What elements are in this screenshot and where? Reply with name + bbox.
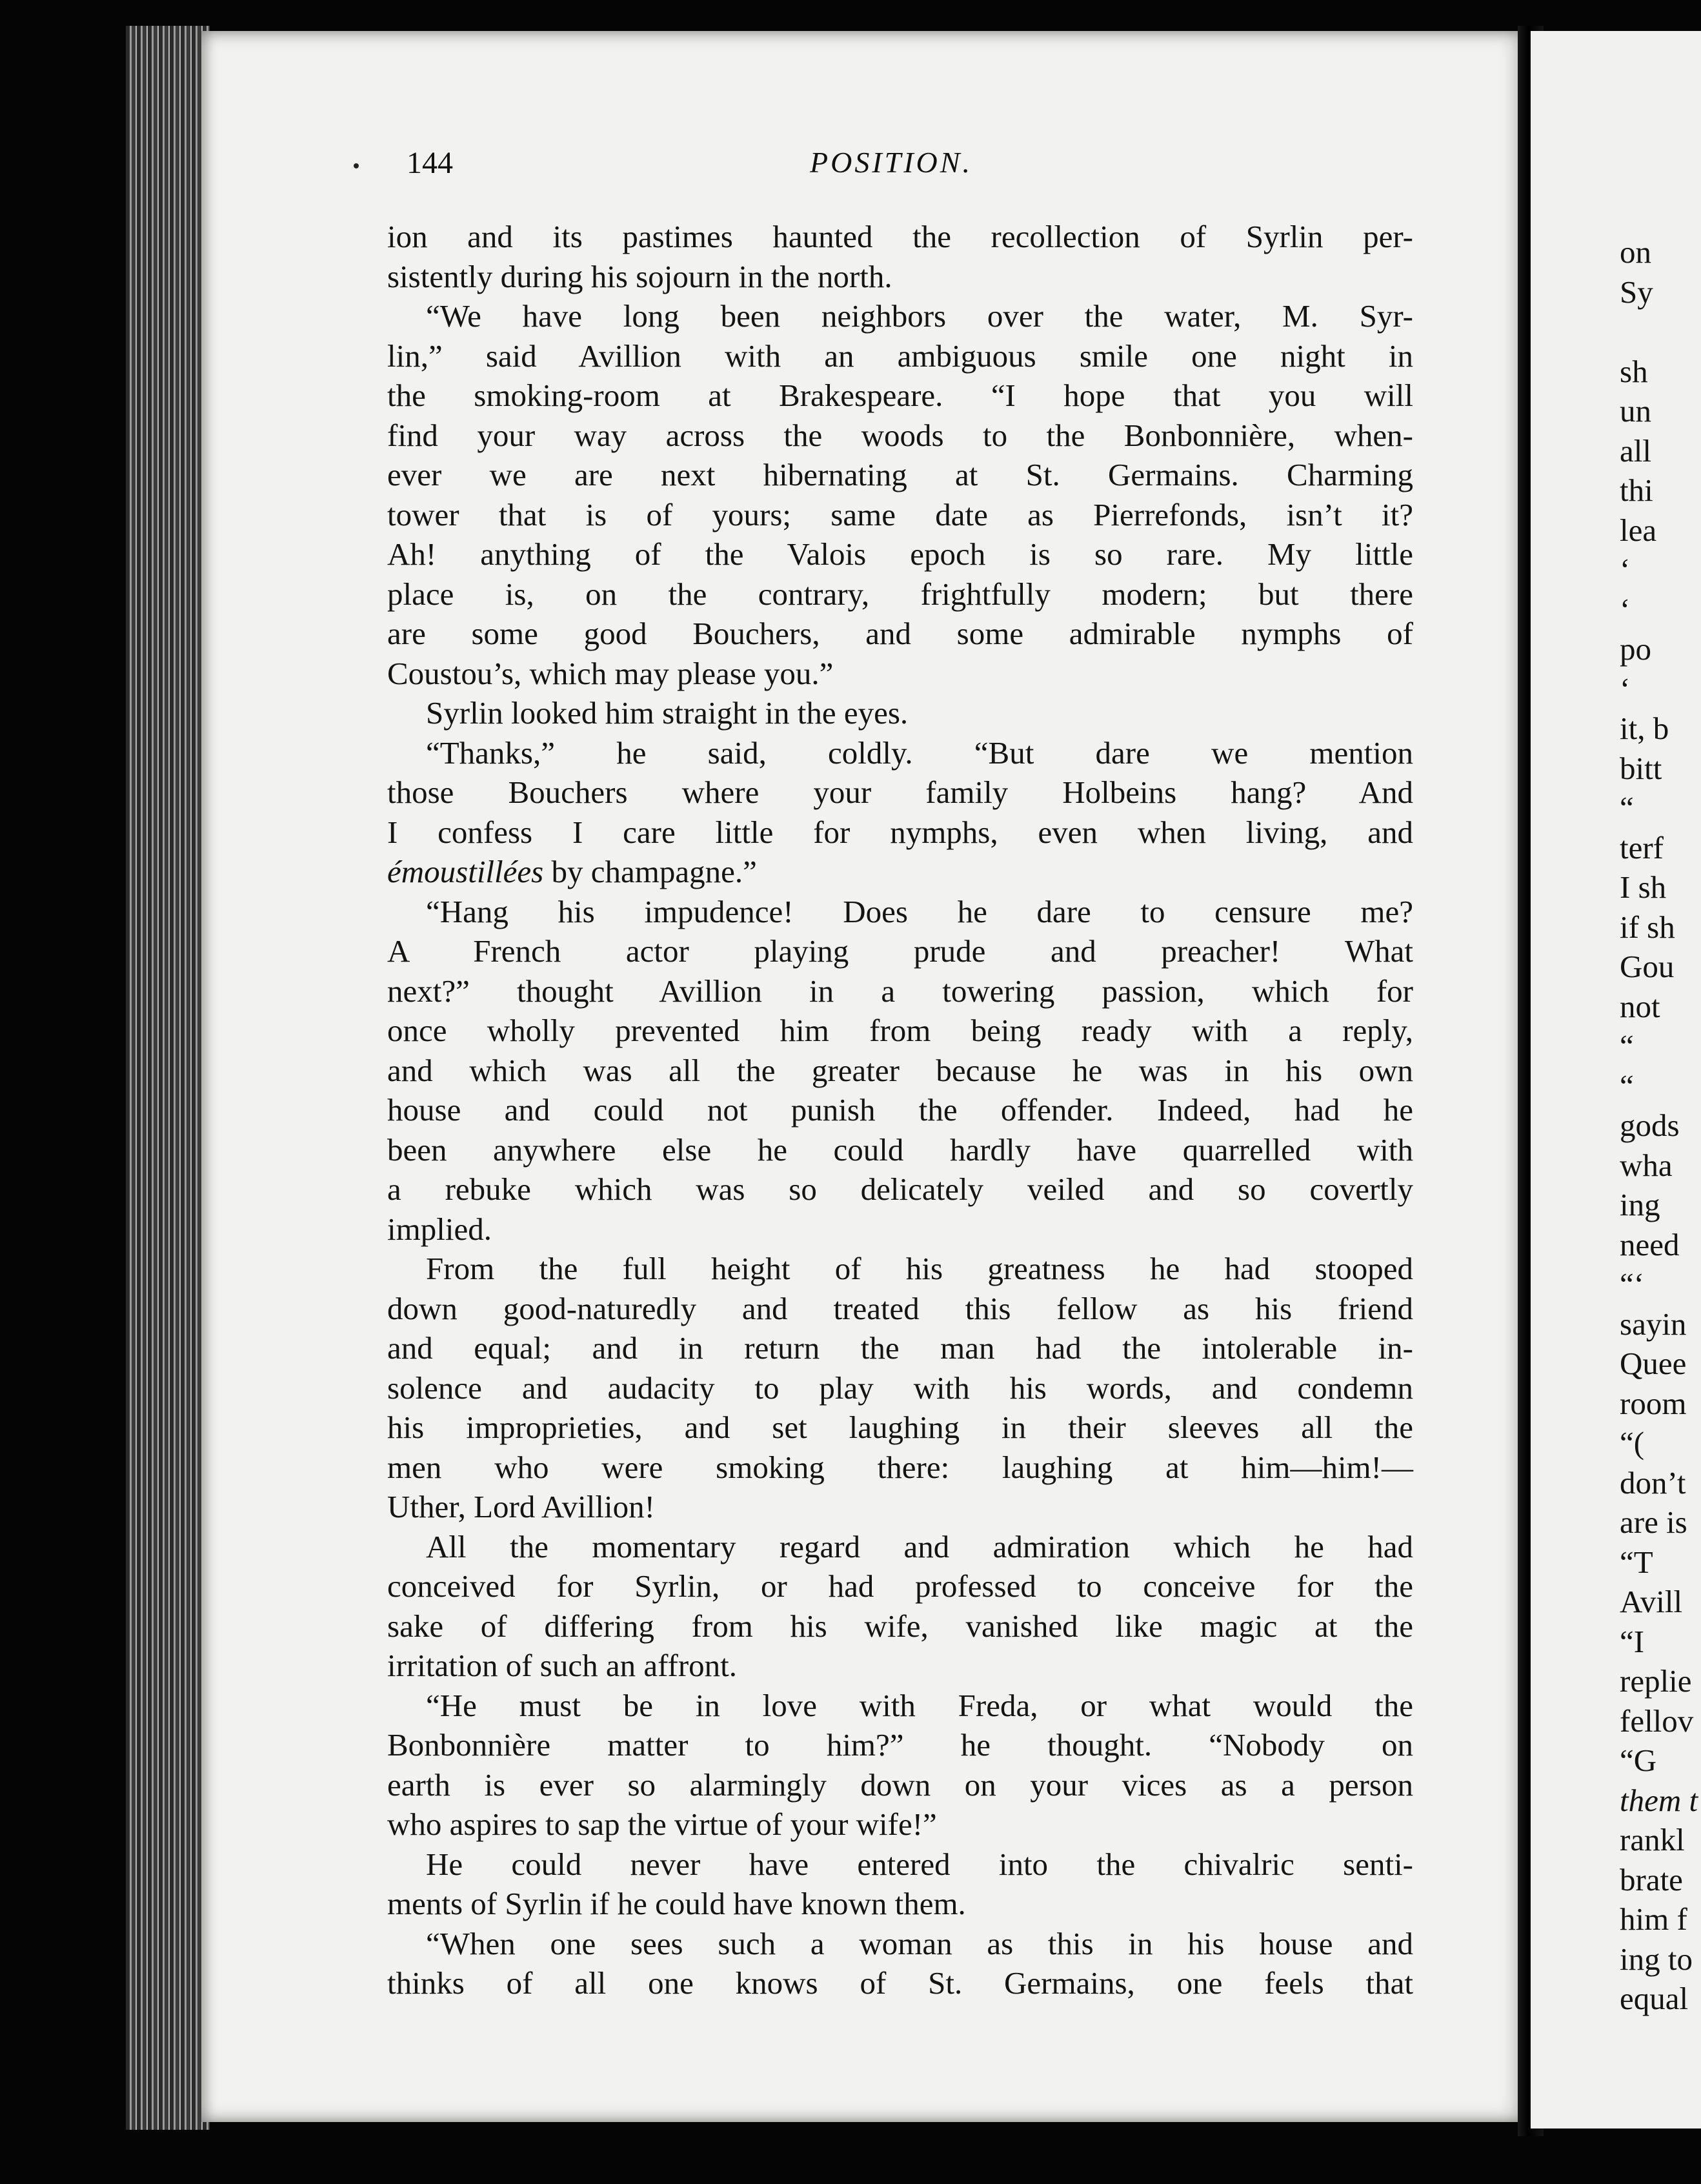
text-line: lin,” said Avillion with an ambiguous smile one night in [387, 338, 1413, 374]
right-fragment-line: all [1620, 432, 1651, 469]
text-line: Ah! anything of the Valois epoch is so rare. My little [387, 536, 1413, 572]
right-fragment-line: need [1620, 1226, 1680, 1262]
text-line: “When one sees such a woman as this in his house and [426, 1925, 1413, 1961]
right-fragment-line: ‘ [1620, 552, 1631, 587]
text-line: a rebuke which was so delicately veiled and so covertly [387, 1171, 1413, 1207]
right-fragment-line: Avill [1620, 1584, 1683, 1619]
text-line: “Thanks,” he said, coldly. “But dare we mention [426, 734, 1413, 771]
text-line: conceived for Syrlin, or had professed to conceive for the [387, 1568, 1413, 1604]
text-line: Coustou’s, which may please you.” [387, 655, 834, 691]
text-line: ion and its pastimes haunted the recollection of Syrlin per- [387, 219, 1413, 254]
text-line: irritation of such an affront. [387, 1648, 738, 1683]
text-line: émoustillées by champagne.” [387, 854, 757, 889]
right-fragment-line: lea [1620, 512, 1657, 548]
right-fragment-line: “( [1620, 1425, 1645, 1461]
text-line: sistently during his sojourn in the north. [387, 258, 892, 294]
text-line: “We have long been neighbors over the water, M. Syr- [426, 298, 1413, 334]
right-fragment-line: ‘ [1620, 591, 1631, 627]
right-fragment-line: gods [1620, 1107, 1680, 1143]
right-fragment-line: “‘ [1620, 1266, 1645, 1302]
right-fragment-line: I sh [1620, 869, 1667, 905]
right-fragment-line: rankl [1620, 1822, 1685, 1857]
right-fragment-line: ‘ [1620, 671, 1631, 707]
text-line: He could never have entered into the chivalric senti- [426, 1846, 1413, 1882]
right-fragment-line: them t [1620, 1782, 1698, 1818]
page-header [0, 145, 1701, 190]
text-line: next?” thought Avillion in a towering passion, which for [387, 973, 1413, 1009]
right-fragment-line [1620, 312, 1701, 352]
right-fragment-line: not [1620, 988, 1660, 1024]
right-fragment-line: it, b [1620, 711, 1669, 746]
right-fragment-line: are is [1620, 1504, 1687, 1540]
right-fragment-line: on [1620, 234, 1651, 270]
ink-dot [354, 163, 359, 168]
right-fragment-line: Quee [1620, 1346, 1687, 1381]
text-line: ments of Syrlin if he could have known them. [387, 1886, 966, 1921]
text-line: the smoking-room at Brakespeare. “I hope that you will [387, 378, 1413, 413]
text-line: Uther, Lord Avillion! [387, 1489, 655, 1524]
text-line: and equal; and in return the man had the intolerable in- [387, 1330, 1413, 1366]
right-page-text-fragments [1620, 232, 1701, 2019]
text-line: and which was all the greater because he was in his own [387, 1052, 1413, 1088]
right-fragment-line: equal [1620, 1981, 1689, 2016]
text-line: implied. [387, 1211, 492, 1247]
book-page-edges [126, 26, 210, 2130]
right-fragment-line: “ [1620, 1067, 1634, 1104]
right-fragment-line: terf [1620, 829, 1664, 865]
right-fragment-line: ing [1620, 1187, 1660, 1222]
text-line: his improprieties, and set laughing in their sleeves all the [387, 1410, 1413, 1445]
right-fragment-line: “ [1620, 790, 1634, 825]
right-fragment-line: thi [1620, 472, 1653, 508]
italic-word: émoustillées [387, 854, 544, 889]
right-fragment-line: Gou [1620, 949, 1675, 984]
text-line: once wholly prevented him from being ready with a reply, [387, 1013, 1413, 1048]
text-line: place is, on the contrary, frightfully modern; but there [387, 576, 1413, 612]
page-number: 144 [407, 146, 453, 180]
text-line: those Bouchers where your family Holbeins hang? And [387, 774, 1413, 810]
text-line: been anywhere else he could hardly have quarrelled with [387, 1131, 1413, 1168]
text-line: tower that is of yours; same date as Pierrefonds, isn’t it? [387, 496, 1413, 532]
text-line: ever we are next hibernating at St. Germains. Charming [387, 457, 1413, 492]
right-fragment-line: brate [1620, 1861, 1683, 1897]
text-line: find your way across the woods to the Bonbonnière, when- [387, 417, 1413, 453]
text-line: I confess I care little for nymphs, even when living, and [387, 814, 1413, 850]
right-fragment-line: “ [1620, 1028, 1634, 1064]
text-line: Bonbonnière matter to him?” he thought. “Nobody on [387, 1727, 1413, 1763]
text-line: Syrlin looked him straight in the eyes. [426, 695, 909, 731]
right-fragment-line: “I [1620, 1623, 1645, 1659]
body-text [387, 217, 1413, 2003]
right-fragment-line: room [1620, 1385, 1687, 1421]
right-fragment-line: wha [1620, 1147, 1673, 1183]
right-fragment-line: don’t [1620, 1464, 1686, 1501]
right-fragment-line: bitt [1620, 750, 1662, 786]
right-fragment-line: un [1620, 393, 1651, 429]
text-line: sake of differing from his wife, vanished like magic at the [387, 1608, 1413, 1644]
right-fragment-line: Sy [1620, 274, 1653, 310]
right-fragment-line: “G [1620, 1743, 1657, 1778]
text-line: A French actor playing prude and preacher! What [387, 933, 1413, 969]
text-line: All the momentary regard and admiration which he had [426, 1528, 1413, 1564]
right-fragment-line: fellov [1620, 1703, 1694, 1739]
right-fragment-line: sayin [1620, 1306, 1687, 1342]
right-fragment-line: ing to [1620, 1941, 1693, 1977]
right-fragment-line: him f [1620, 1901, 1687, 1937]
text-line: earth is ever so alarmingly down on your vices as a person [387, 1766, 1413, 1803]
text-line: solence and audacity to play with his words, and condemn [387, 1370, 1413, 1406]
text-line: “Hang his impudence! Does he dare to censure me? [426, 893, 1413, 929]
running-title: POSITION. [810, 146, 972, 179]
text-line: who aspires to sap the virtue of your wife!” [387, 1806, 937, 1842]
text-line: men who were smoking there: laughing at him—him!— [387, 1449, 1413, 1485]
right-fragment-line: sh [1620, 353, 1648, 389]
text-line: “He must be in love with Freda, or what would the [426, 1687, 1413, 1723]
text-line: From the full height of his greatness he had stooped [426, 1251, 1413, 1286]
right-fragment-line: if sh [1620, 909, 1675, 945]
text-line: are some good Bouchers, and some admirable nymphs of [387, 616, 1413, 651]
right-fragment-line: po [1620, 631, 1651, 667]
text-line: house and could not punish the offender. Indeed, had he [387, 1092, 1413, 1127]
right-fragment-line: “T [1620, 1544, 1653, 1580]
text-line: down good-naturedly and treated this fellow as his friend [387, 1290, 1413, 1326]
right-fragment-line: replie [1620, 1663, 1692, 1699]
text-line: thinks of all one knows of St. Germains, one feels that [387, 1965, 1413, 2001]
